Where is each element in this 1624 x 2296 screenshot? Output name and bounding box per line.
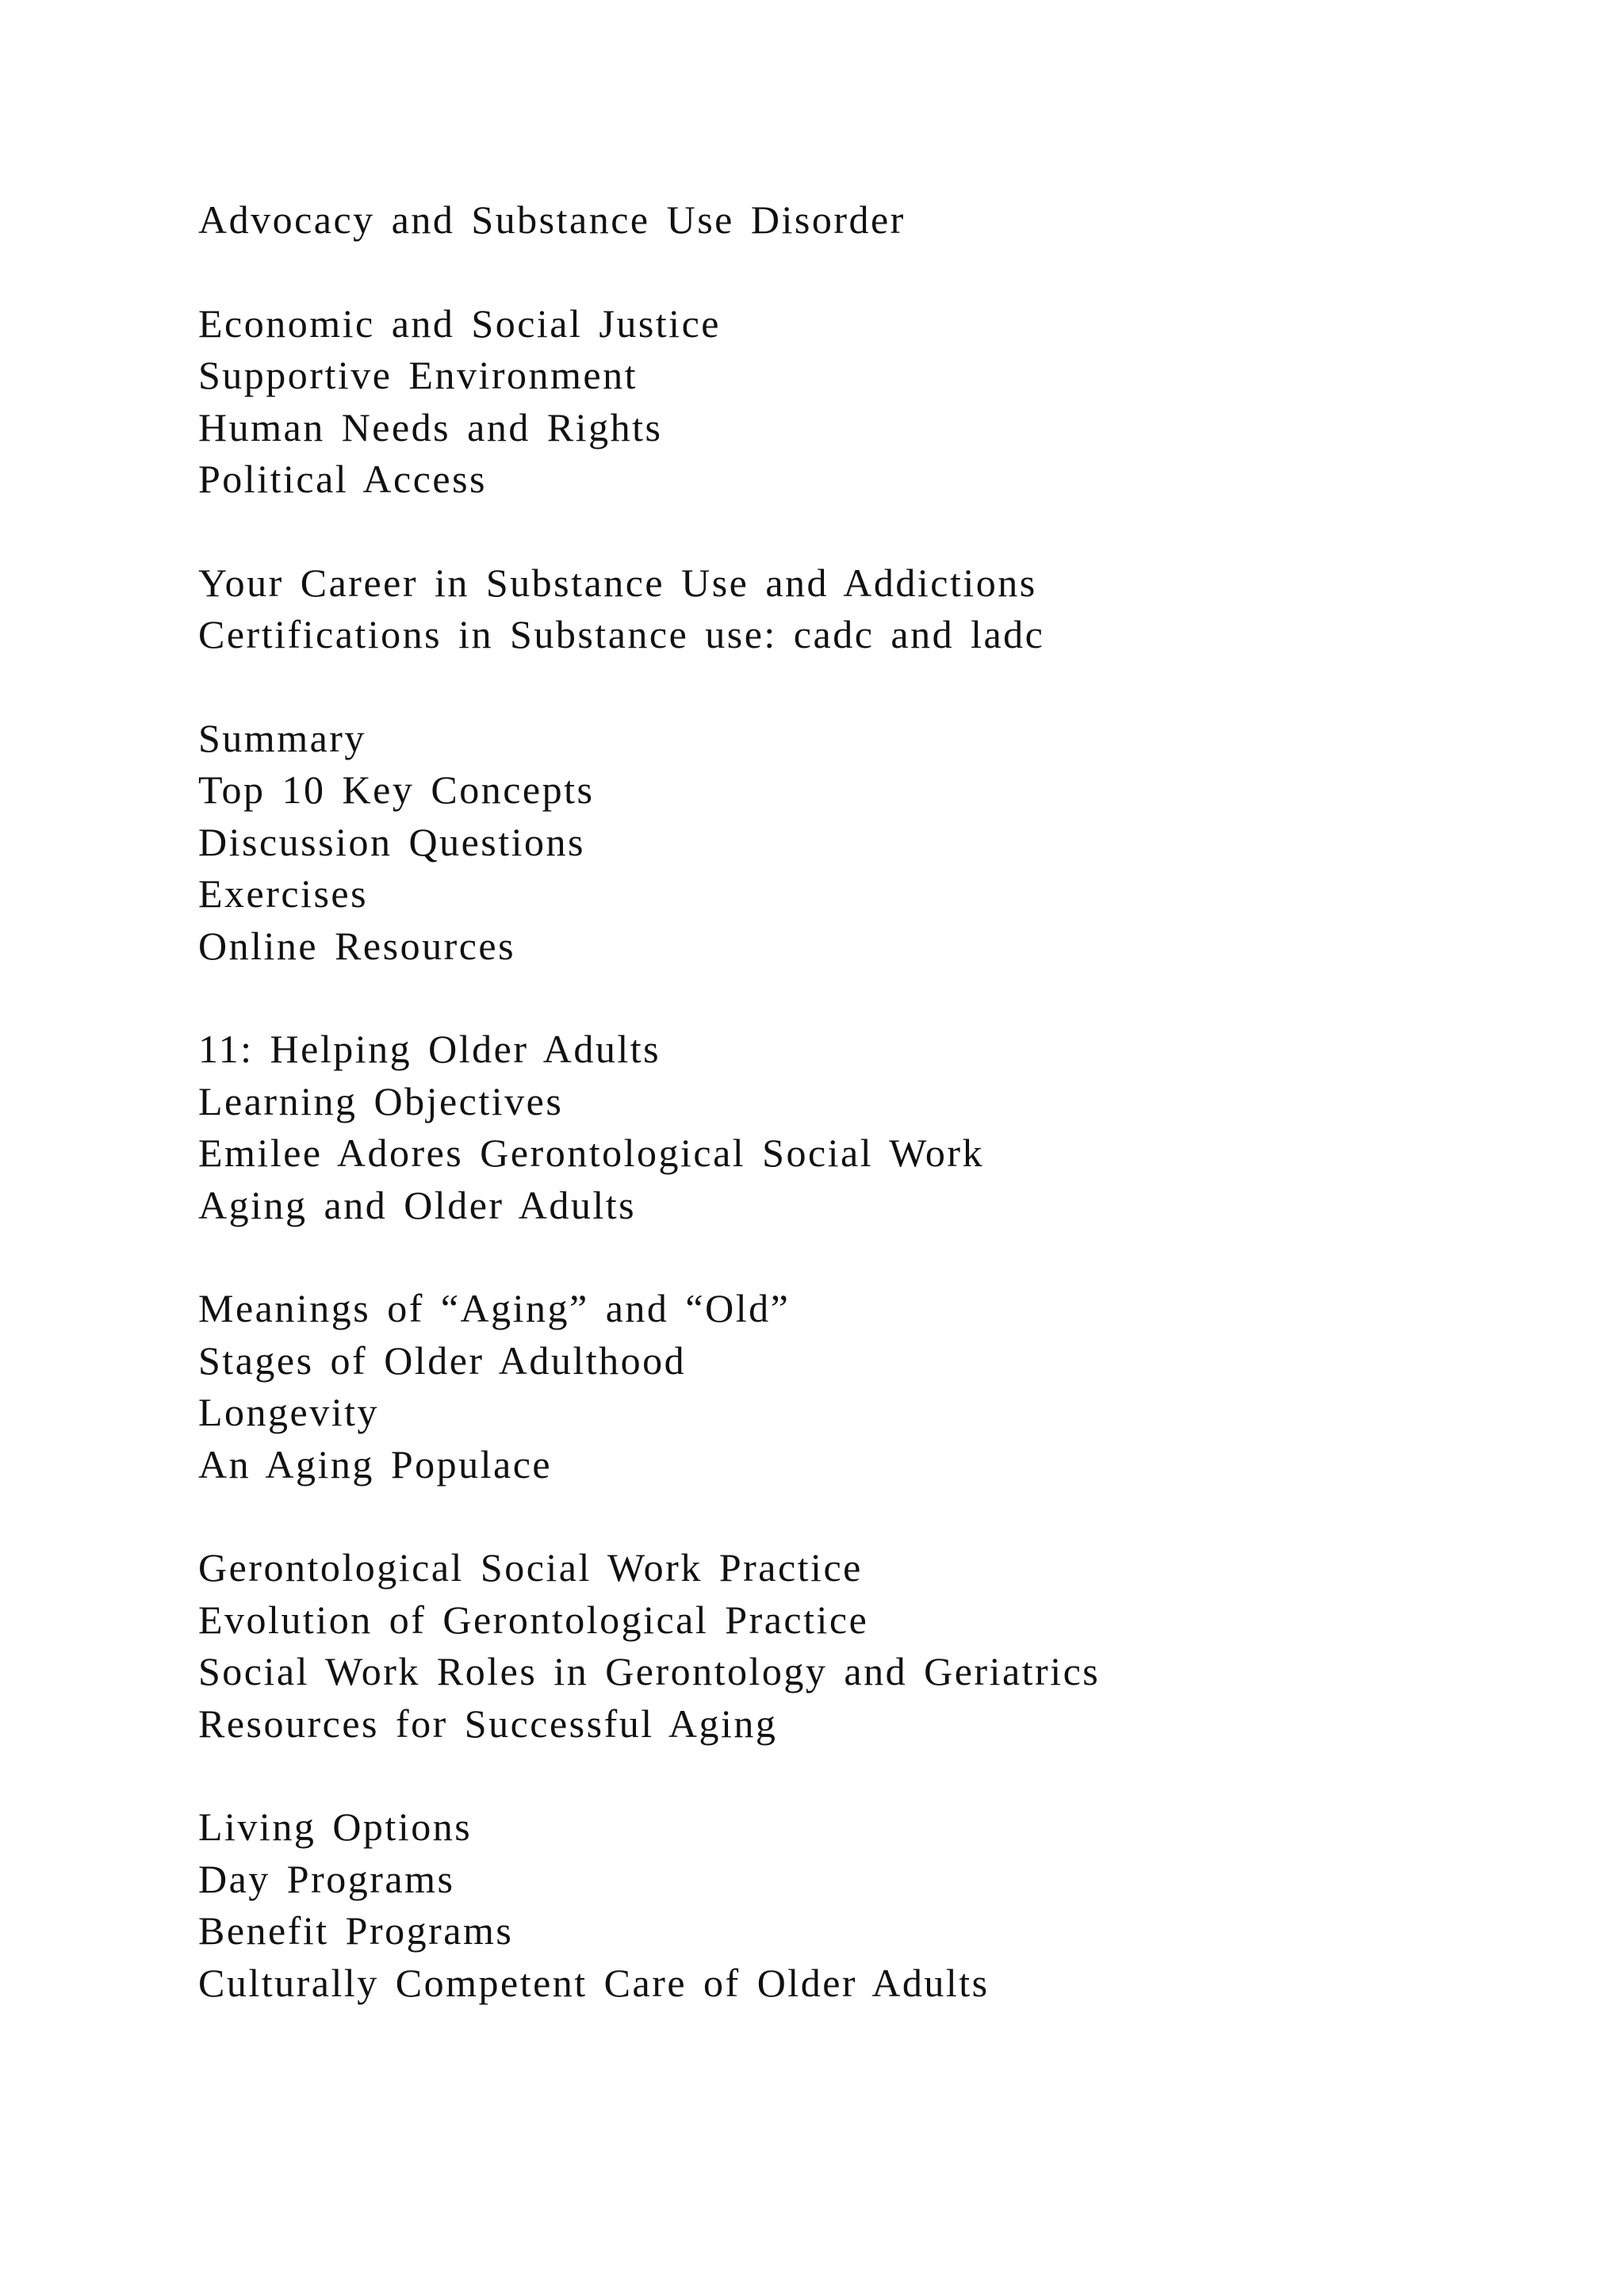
text-line: Living Options — [198, 1804, 473, 1849]
text-line: Aging and Older Adults — [198, 1182, 637, 1227]
text-line: Benefit Programs — [198, 1908, 514, 1953]
section-meanings — [198, 1283, 1546, 1490]
text-line: An Aging Populace — [198, 1441, 553, 1487]
text-line: Certifications in Substance use: cadc and ladc — [198, 612, 1045, 656]
text-line: Online Resources — [198, 923, 516, 968]
text-line: Emilee Adores Gerontological Social Work — [198, 1131, 985, 1175]
text-line: 11: Helping Older Adults — [198, 1027, 661, 1071]
section-older-adults — [198, 1024, 1546, 1231]
text-line: Summary — [198, 715, 366, 760]
text-line: Culturally Competent Care of Older Adults — [198, 1960, 990, 2005]
text-line: Advocacy and Substance Use Disorder — [198, 197, 906, 242]
text-line: Your Career in Substance Use and Addictions — [198, 560, 1037, 605]
text-line: Economic and Social Justice — [198, 300, 721, 346]
text-line: Human Needs and Rights — [198, 404, 663, 450]
text-line: Stages of Older Adulthood — [198, 1337, 687, 1383]
text-line: Political Access — [198, 457, 487, 501]
text-line: Supportive Environment — [198, 353, 638, 397]
text-line: Social Work Roles in Gerontology and Geriatrics — [198, 1649, 1101, 1693]
text-line: Exercises — [198, 871, 369, 916]
text-line: Day Programs — [198, 1856, 455, 1901]
section-living-options — [198, 1801, 1546, 2009]
section-summary — [198, 713, 1546, 973]
section-career — [198, 557, 1546, 661]
text-line: Learning Objectives — [198, 1078, 564, 1123]
section-advocacy — [198, 194, 1546, 247]
text-line: Meanings of “Aging” and “Old” — [198, 1286, 791, 1330]
section-gerontological-practice — [198, 1542, 1546, 1750]
document-body — [198, 194, 1546, 2061]
text-line: Longevity — [198, 1390, 380, 1434]
section-justice — [198, 298, 1546, 506]
text-line: Discussion Questions — [198, 819, 585, 864]
text-line: Resources for Successful Aging — [198, 1701, 778, 1746]
text-line: Top 10 Key Concepts — [198, 767, 595, 812]
text-line: Gerontological Social Work Practice — [198, 1545, 863, 1590]
text-line: Evolution of Gerontological Practice — [198, 1597, 869, 1642]
